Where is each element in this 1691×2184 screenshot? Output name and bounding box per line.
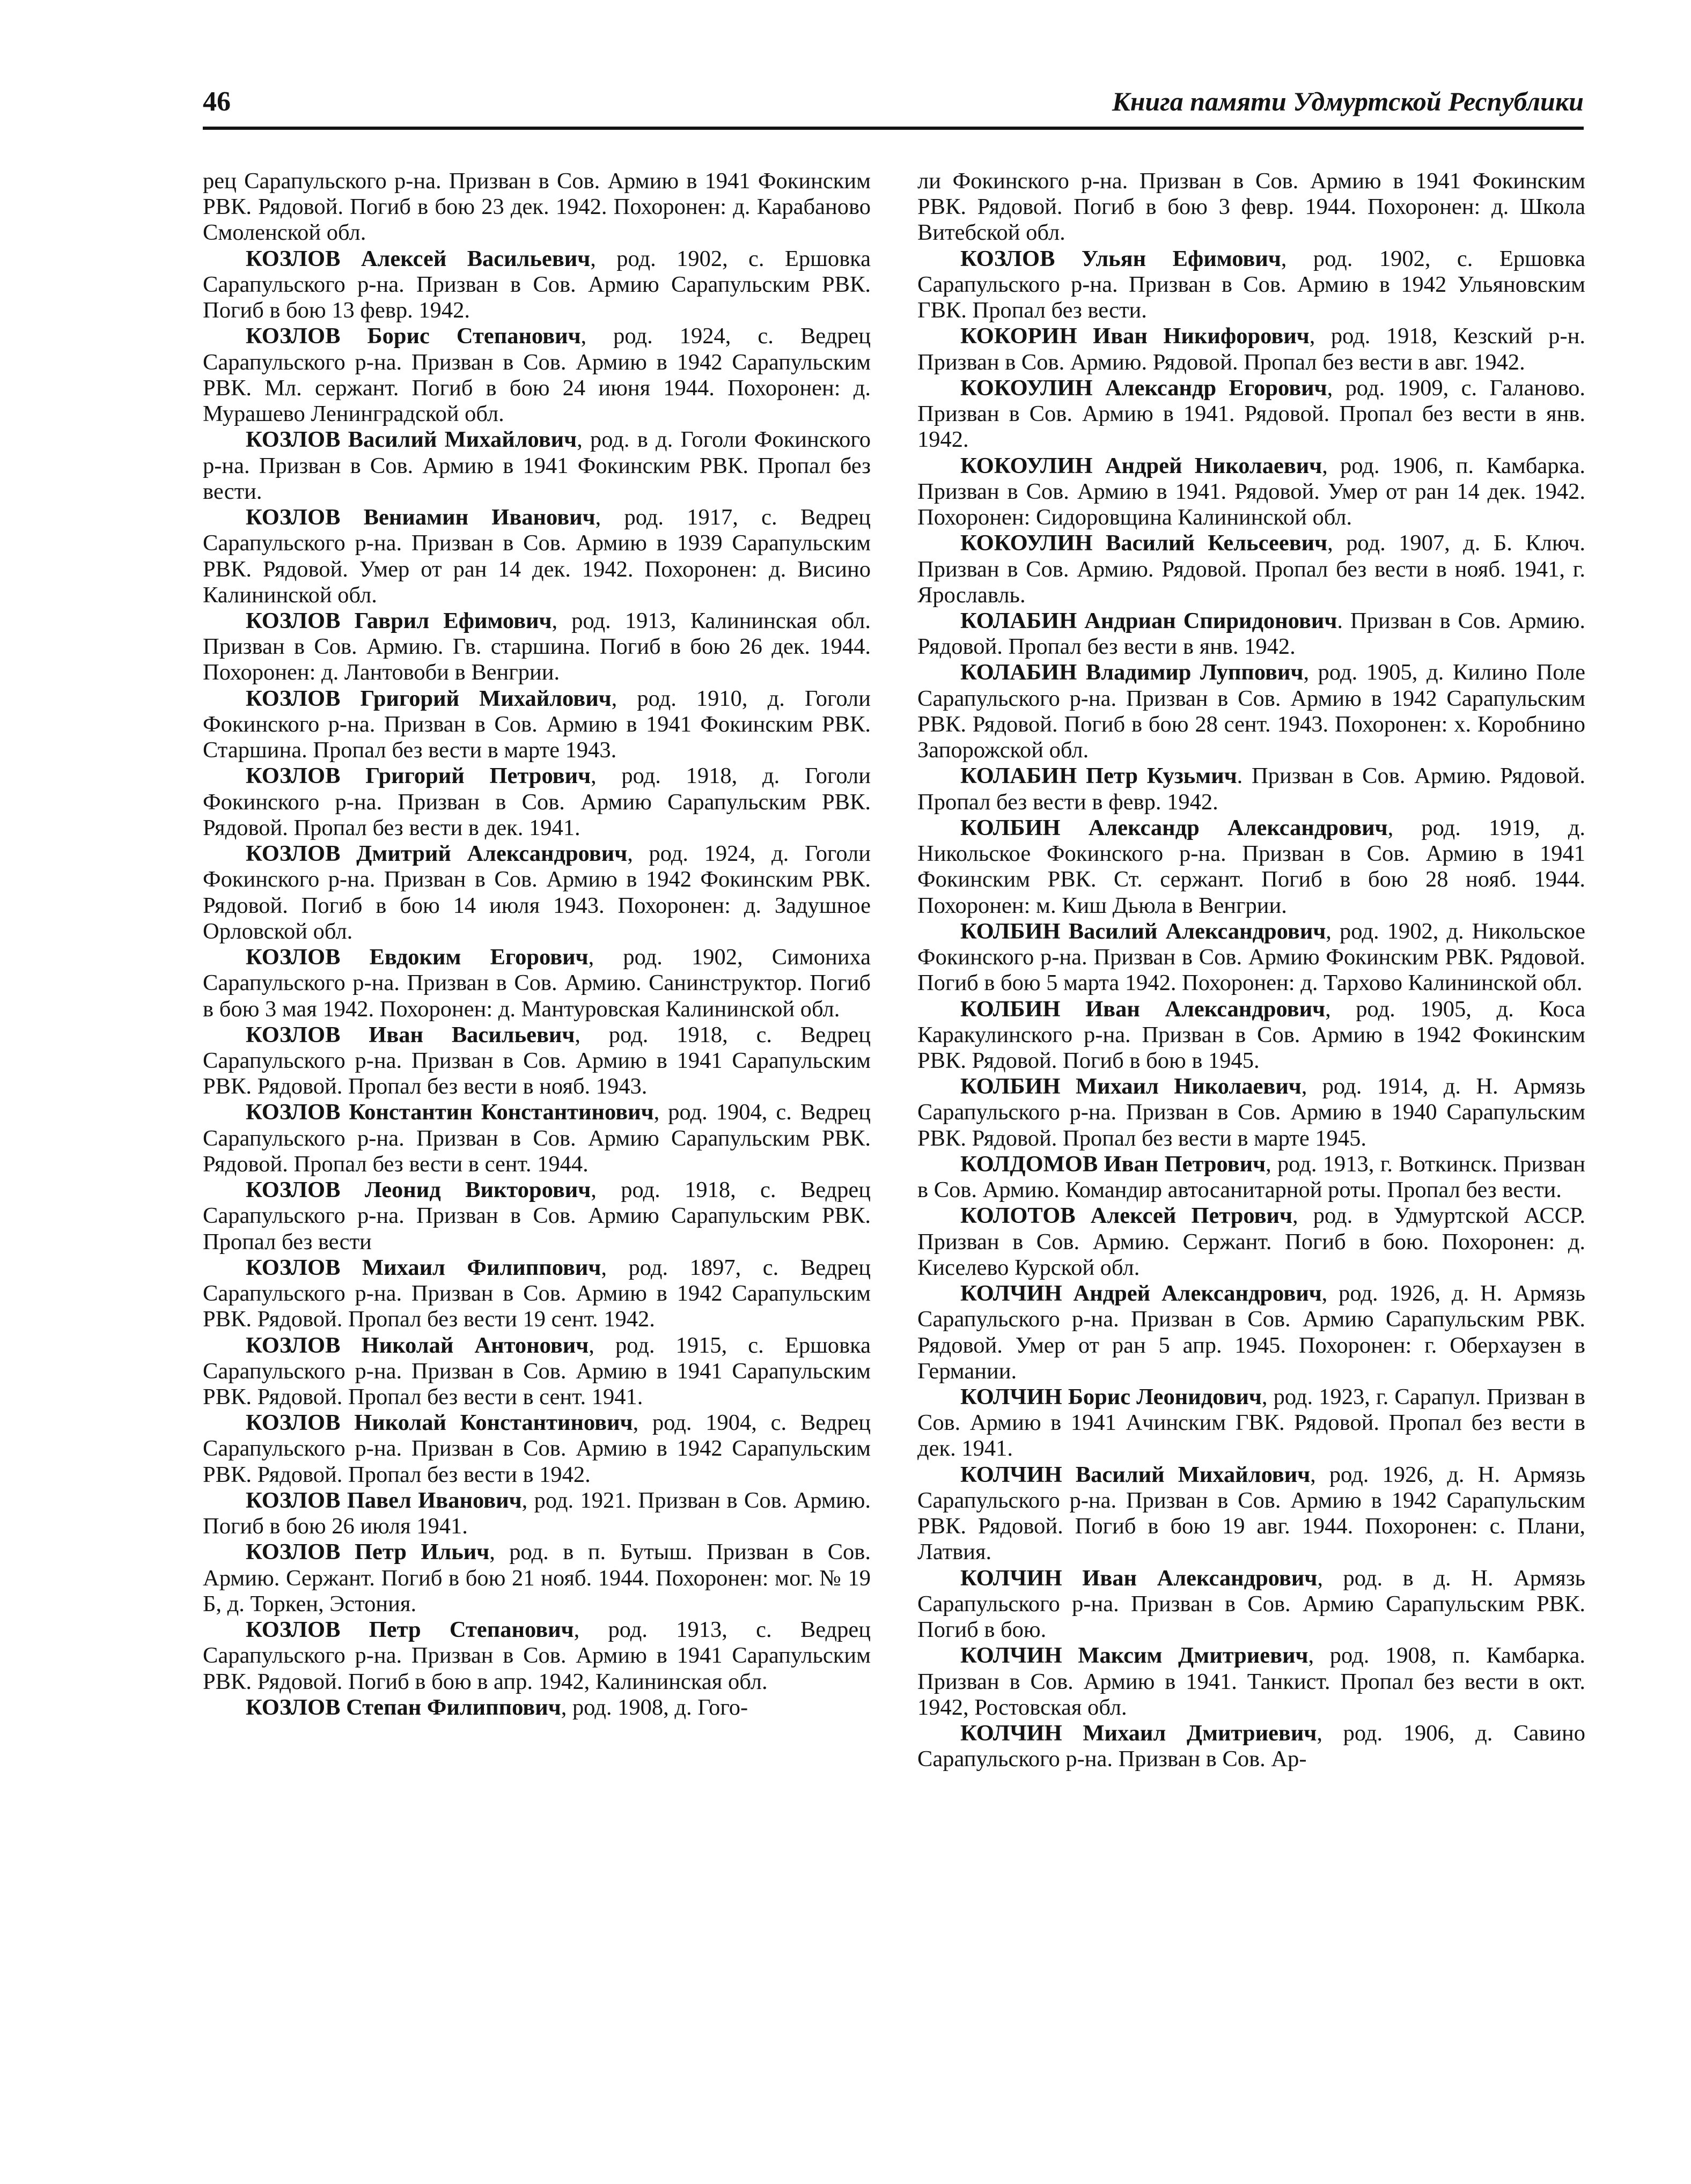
- memorial-entry: [917, 1152, 1585, 1203]
- entry-surname: КОЗЛОВ: [246, 1487, 341, 1513]
- entry-surname: КОЗЛОВ: [246, 1694, 341, 1720]
- memorial-entry: [917, 1203, 1585, 1281]
- entry-details: , род. 1917, с. Ведрец Сарапульского р-на. Призван в Сов. Армию в 1939 Сарапульским РВК. Рядовой. Умер от ран 14 дек. 1942. Похоронен: д. Висино Калининской обл.: [203, 505, 871, 608]
- entry-given-name: Александр Егорович: [1105, 375, 1327, 401]
- entry-details: , род. 1897, с. Ведрец Сарапульского р-на. Призван в Сов. Армию в 1942 Сарапульским РВК. Рядовой. Пропал без вести 19 сент. 1942.: [203, 1255, 871, 1332]
- entry-details: , род. 1904, с. Ведрец Сарапульского р-на. Призван в Сов. Армию Сарапульским РВК. Рядовой. Пропал без вести в сент. 1944.: [203, 1100, 871, 1177]
- entry-surname: КОЛБИН: [960, 996, 1061, 1022]
- entry-surname: КОКОУЛИН: [960, 375, 1093, 401]
- entry-details: , род. 1926, д. Н. Армязь Сарапульского р-на. Призван в Сов. Армию в 1942 Сарапульским РВК. Рядовой. Погиб в бою 19 авг. 1944. Похоронен: с. Плани, Латвия.: [917, 1462, 1585, 1565]
- entry-surname: КОЗЛОВ: [246, 1617, 341, 1643]
- entry-details: , род. 1915, с. Ершовка Сарапульского р-на. Призван в Сов. Армию в 1941 Сарапульским РВК. Рядовой. Пропал без вести в сент. 1941.: [203, 1332, 871, 1410]
- left-column: [203, 168, 871, 2142]
- entry-given-name: Иван Александрович: [1085, 996, 1326, 1022]
- entry-given-name: Дмитрий Александрович: [356, 841, 628, 867]
- entry-details: , род. в п. Бутыш. Призван в Сов. Армию. Сержант. Погиб в бою 21 нояб. 1944. Похоронен: мог. № 19 Б, д. Торкен, Эстония.: [203, 1539, 871, 1617]
- entry-given-name: Алексей Васильевич: [361, 246, 591, 271]
- entry-surname: КОЛАБИН: [960, 660, 1077, 685]
- right-column: [917, 168, 1585, 2142]
- entry-surname: КОЗЛОВ: [246, 1100, 341, 1125]
- entry-given-name: Иван Васильевич: [369, 1022, 575, 1047]
- entry-surname: КОЗЛОВ: [246, 505, 341, 530]
- entry-given-name: Максим Дмитриевич: [1078, 1643, 1308, 1669]
- entry-surname: КОЛЧИН: [960, 1721, 1062, 1746]
- memorial-entry: [203, 686, 871, 764]
- entry-given-name: Григорий Михайлович: [360, 685, 612, 711]
- entry-surname: КОЛЧИН: [960, 1384, 1062, 1410]
- entry-details: , род. в д. Гоголи Фокинского р-на. Призван в Сов. Армию в 1941 Фокинским РВК. Пропал без вести.: [203, 427, 871, 504]
- entry-given-name: Григорий Петрович: [365, 763, 591, 789]
- memorial-entry: [917, 1721, 1585, 1772]
- entry-given-name: Константин Константинович: [349, 1100, 654, 1125]
- entry-details: рец Сарапульского р-на. Призван в Сов. Армию в 1941 Фокинским РВК. Рядовой. Погиб в бою 23 дек. 1942. Похоронен: д. Карабаново Смоленской обл.: [203, 168, 871, 246]
- entry-details: ли Фокинского р-на. Призван в Сов. Армию в 1941 Фокинским РВК. Рядовой. Погиб в бою 3 февр. 1944. Похоронен: д. Школа Витебской обл.: [917, 168, 1585, 246]
- entry-given-name: Петр Кузьмич: [1086, 763, 1237, 789]
- entry-given-name: Алексей Петрович: [1090, 1203, 1293, 1229]
- entry-given-name: Борис Леонидович: [1068, 1384, 1262, 1410]
- entry-given-name: Василий Кельсеевич: [1106, 530, 1328, 556]
- entry-details: , род. 1907, д. Б. Ключ. Призван в Сов. Армию. Рядовой. Пропал без вести в нояб. 1941, г. Ярославль.: [917, 530, 1585, 608]
- memorial-entry: [917, 919, 1585, 997]
- entry-details: , род. 1910, д. Гоголи Фокинского р-на. Призван в Сов. Армию в 1941 Фокинским РВК. Старшина. Пропал без вести в марте 1943.: [203, 685, 871, 763]
- entry-details: , род. 1919, д. Никольское Фокинского р-на. Призван в Сов. Армию в 1941 Фокинским РВК. Ст. сержант. Погиб в бою 28 нояб. 1944. Похоронен: м. Киш Дьюла в Венгрии.: [917, 815, 1585, 918]
- memorial-entry: [203, 945, 871, 1022]
- memorial-entry: [917, 1384, 1585, 1462]
- memorial-entry: [203, 1410, 871, 1488]
- entry-given-name: Андриан Спиридонович: [1084, 608, 1337, 633]
- memorial-entry: [917, 815, 1585, 919]
- memorial-entry: [203, 1539, 871, 1617]
- entry-details: , род. 1926, д. Н. Армязь Сарапульского р-на. Призван в Сов. Армию Сарапульским РВК. Рядовой. Умер от ран 5 апр. 1945. Похоронен: г. Оберхаузен в Германии.: [917, 1281, 1585, 1384]
- entry-details: , род. 1913, с. Ведрец Сарапульского р-на. Призван в Сов. Армию в 1941 Сарапульским РВК. Рядовой. Погиб в бою в апр. 1942, Калининская обл.: [203, 1617, 871, 1694]
- memorial-entry: [203, 1100, 871, 1177]
- entry-surname: КОЗЛОВ: [246, 608, 341, 633]
- memorial-entry: [203, 323, 871, 427]
- memorial-entry: [203, 1695, 871, 1721]
- entry-given-name: Павел Иванович: [347, 1487, 522, 1513]
- entry-surname: КОЛЧИН: [960, 1462, 1062, 1487]
- entry-given-name: Иван Никифорович: [1093, 323, 1310, 349]
- memorial-entry: [203, 841, 871, 945]
- entry-surname: КОКОРИН: [960, 323, 1077, 349]
- memorial-entry: [917, 997, 1585, 1074]
- entry-details: , род. 1914, д. Н. Армязь Сарапульского р-на. Призван в Сов. Армию в 1940 Сарапульским РВК. Рядовой. Пропал без вести в марте 1945.: [917, 1074, 1585, 1151]
- entry-surname: КОЗЛОВ: [246, 763, 341, 789]
- entry-surname: КОЛБИН: [960, 918, 1061, 944]
- memorial-entry: [203, 246, 871, 324]
- entry-details: , род. 1918, д. Гоголи Фокинского р-на. Призван в Сов. Армию Сарапульским РВК. Рядовой. Пропал без вести в дек. 1941.: [203, 763, 871, 840]
- entry-surname: КОЛБИН: [960, 1074, 1061, 1100]
- entry-given-name: Михаил Дмитриевич: [1083, 1721, 1317, 1746]
- entry-surname: КОЗЛОВ: [246, 427, 341, 453]
- entry-given-name: Василий Михайлович: [348, 427, 577, 453]
- entry-surname: КОЗЛОВ: [246, 1255, 341, 1280]
- entry-surname: КОЗЛОВ: [246, 1332, 341, 1358]
- memorial-entry: [917, 763, 1585, 815]
- entry-details: , род. 1913, Калининская обл. Призван в Сов. Армию. Гв. старшина. Погиб в бою 26 дек. 1944. Похоронен: д. Лантовоби в Венгрии.: [203, 608, 871, 685]
- entry-given-name: Евдоким Егорович: [369, 945, 589, 970]
- entry-surname: КОЛАБИН: [960, 763, 1077, 789]
- entry-surname: КОЛАБИН: [960, 608, 1077, 633]
- memorial-entry: [203, 1333, 871, 1411]
- entry-continuation: [203, 168, 871, 246]
- entry-given-name: Петр Ильич: [354, 1539, 490, 1565]
- entry-surname: КОЛОТОВ: [960, 1203, 1076, 1229]
- memorial-entry: [917, 453, 1585, 531]
- memorial-entry: [917, 246, 1585, 324]
- entry-surname: КОЛДОМОВ: [960, 1151, 1098, 1177]
- entry-details: , род. 1924, д. Гоголи Фокинского р-на. Призван в Сов. Армию в 1942 Фокинским РВК. Рядовой. Погиб в бою 14 июля 1943. Похоронен: д. Задушное Орловской обл.: [203, 841, 871, 944]
- entry-given-name: Петр Степанович: [369, 1617, 574, 1643]
- memorial-entry: [203, 1488, 871, 1539]
- entry-given-name: Андрей Александрович: [1073, 1281, 1322, 1307]
- entry-details: , род. 1906, д. Савино Сарапульского р-на. Призван в Сов. Ар-: [917, 1721, 1585, 1772]
- entry-details: , род. в Удмуртской АССР. Призван в Сов. Армию. Сержант. Погиб в бою. Похоронен: д. Киселево Курской обл.: [917, 1203, 1585, 1280]
- entry-surname: КОКОУЛИН: [960, 530, 1093, 556]
- entry-surname: КОЗЛОВ: [246, 246, 341, 271]
- entry-surname: КОЗЛОВ: [246, 323, 341, 349]
- memorial-entry: [917, 530, 1585, 608]
- page-header: [203, 80, 1584, 130]
- page-number: 46: [203, 86, 231, 117]
- entry-given-name: Андрей Николаевич: [1105, 453, 1322, 478]
- entry-given-name: Михаил Филиппович: [362, 1255, 601, 1280]
- memorial-entry: [203, 608, 871, 686]
- entry-continuation: [917, 168, 1585, 246]
- entry-details: . Призван в Сов. Армию. Рядовой. Пропал без вести в февр. 1942.: [917, 763, 1585, 815]
- memorial-entry: [203, 505, 871, 608]
- entry-details: , род. 1902, Симониха Сарапульского р-на. Призван в Сов. Армию. Санинструктор. Погиб в бою 3 мая 1942. Похоронен: д. Мантуровская Калининской обл.: [203, 945, 871, 1022]
- entry-surname: КОЗЛОВ: [960, 246, 1055, 271]
- entry-surname: КОЗЛОВ: [246, 1410, 341, 1436]
- memorial-entry: [203, 1177, 871, 1255]
- entry-details: , род. 1908, д. Гого-: [561, 1694, 748, 1720]
- entry-surname: КОЗЛОВ: [246, 841, 341, 867]
- memorial-entry: [203, 427, 871, 505]
- entry-given-name: Иван Александрович: [1082, 1565, 1318, 1591]
- memorial-entry: [917, 1462, 1585, 1566]
- entry-surname: КОКОУЛИН: [960, 453, 1093, 478]
- entry-details: , род. 1902, с. Ершовка Сарапульского р-на. Призван в Сов. Армию Сарапульским РВК. Погиб в бою 13 февр. 1942.: [203, 246, 871, 323]
- entry-details: , род. 1913, г. Воткинск. Призван в Сов. Армию. Командир автосанитарной роты. Пропал без вести.: [917, 1151, 1585, 1203]
- memorial-entry: [203, 763, 871, 841]
- entry-details: , род. 1918, с. Ведрец Сарапульского р-на. Призван в Сов. Армию в 1941 Сарапульским РВК. Рядовой. Пропал без вести в нояб. 1943.: [203, 1022, 871, 1100]
- entry-given-name: Михаил Николаевич: [1075, 1074, 1302, 1100]
- entry-given-name: Вениамин Иванович: [363, 505, 595, 530]
- running-title: Книга памяти Удмуртской Республики: [1112, 86, 1584, 116]
- entry-surname: КОЛЧИН: [960, 1565, 1062, 1591]
- entry-surname: КОЛЧИН: [960, 1281, 1062, 1307]
- memorial-entry: [917, 608, 1585, 660]
- memorial-entry: [917, 1281, 1585, 1384]
- memorial-entry: [203, 1255, 871, 1333]
- memorial-entry: [917, 1566, 1585, 1643]
- entry-details: , род. 1905, д. Килино Поле Сарапульского р-на. Призван в Сов. Армию в 1942 Сарапульским РВК. Рядовой. Погиб в бою 28 сент. 1943. Похоронен: х. Коробнино Запорожской обл.: [917, 660, 1585, 763]
- memorial-entry: [917, 1074, 1585, 1152]
- entry-surname: КОЗЛОВ: [246, 1539, 341, 1565]
- entry-given-name: Ульян Ефимович: [1081, 246, 1281, 271]
- entry-surname: КОЗЛОВ: [246, 1177, 341, 1203]
- entry-given-name: Леонид Викторович: [364, 1177, 591, 1203]
- entry-given-name: Борис Степанович: [367, 323, 581, 349]
- memorial-entry: [203, 1022, 871, 1100]
- entry-surname: КОЛЧИН: [960, 1643, 1062, 1669]
- entry-details: . Призван в Сов. Армию. Рядовой. Пропал без вести в янв. 1942.: [917, 608, 1585, 660]
- entry-surname: КОЛБИН: [960, 815, 1061, 840]
- entry-surname: КОЗЛОВ: [246, 945, 341, 970]
- entry-details: , род. 1924, с. Ведрец Сарапульского р-на. Призван в Сов. Армию в 1942 Сарапульским РВК. Мл. сержант. Погиб в бою 24 июня 1944. Похоронен: д. Мурашево Ленинградской обл.: [203, 323, 871, 427]
- entry-details: , род. 1909, с. Галаново. Призван в Сов. Армию в 1941. Рядовой. Пропал без вести в янв. 1942.: [917, 375, 1585, 453]
- entry-surname: КОЗЛОВ: [246, 1022, 341, 1047]
- entry-details: , род. 1905, д. Коса Каракулинского р-на. Призван в Сов. Армию в 1942 Фокинским РВК. Рядовой. Погиб в бою в 1945.: [917, 996, 1585, 1073]
- entry-details: , род. 1923, г. Сарапул. Призван в Сов. Армию в 1941 Ачинским ГВК. Рядовой. Пропал без вести в дек. 1941.: [917, 1384, 1585, 1462]
- entry-details: , род. 1918, с. Ведрец Сарапульского р-на. Призван в Сов. Армию Сарапульским РВК. Пропал без вести: [203, 1177, 871, 1255]
- entry-given-name: Николай Константинович: [354, 1410, 633, 1436]
- memorial-entry: [203, 1617, 871, 1695]
- entry-details: , род. 1918, Кезский р-н. Призван в Сов. Армию. Рядовой. Пропал без вести в авг. 1942.: [917, 323, 1585, 375]
- entry-details: , род. 1902, с. Ершовка Сарапульского р-на. Призван в Сов. Армию в 1942 Ульяновским ГВК. Пропал без вести.: [917, 246, 1585, 323]
- entry-surname: КОЗЛОВ: [246, 685, 341, 711]
- entry-details: , род. 1906, п. Камбарка. Призван в Сов. Армию в 1941. Рядовой. Умер от ран 14 дек. 1942. Похоронен: Сидоровщина Калининской обл.: [917, 453, 1585, 530]
- entry-details: , род. в д. Н. Армязь Сарапульского р-на. Призван в Сов. Армию Сарапульским РВК. Погиб в бою.: [917, 1565, 1585, 1643]
- entry-given-name: Иван Петрович: [1104, 1151, 1266, 1177]
- entry-details: , род. 1904, с. Ведрец Сарапульского р-на. Призван в Сов. Армию в 1942 Сарапульским РВК. Рядовой. Пропал без вести в 1942.: [203, 1410, 871, 1487]
- entry-given-name: Гаврил Ефимович: [354, 608, 552, 633]
- entry-given-name: Владимир Луппович: [1085, 660, 1304, 685]
- entry-details: , род. 1921. Призван в Сов. Армию. Погиб в бою 26 июля 1941.: [203, 1487, 871, 1539]
- entry-given-name: Александр Александрович: [1088, 815, 1388, 840]
- memorial-entry: [917, 323, 1585, 375]
- memorial-entry: [917, 660, 1585, 763]
- entry-details: , род. 1908, п. Камбарка. Призван в Сов. Армию в 1941. Танкист. Пропал без вести в окт. 1942, Ростовская обл.: [917, 1643, 1585, 1720]
- entry-given-name: Николай Антонович: [361, 1332, 589, 1358]
- entry-given-name: Василий Михайлович: [1075, 1462, 1311, 1487]
- memorial-entry: [917, 375, 1585, 453]
- memorial-entry: [917, 1643, 1585, 1721]
- entry-given-name: Степан Филиппович: [346, 1694, 561, 1720]
- entry-details: , род. 1902, д. Никольское Фокинского р-на. Призван в Сов. Армию Фокинским РВК. Рядовой. Погиб в бою 5 марта 1942. Похоронен: д. Тархово Калининской обл.: [917, 918, 1585, 996]
- entry-given-name: Василий Александрович: [1068, 918, 1326, 944]
